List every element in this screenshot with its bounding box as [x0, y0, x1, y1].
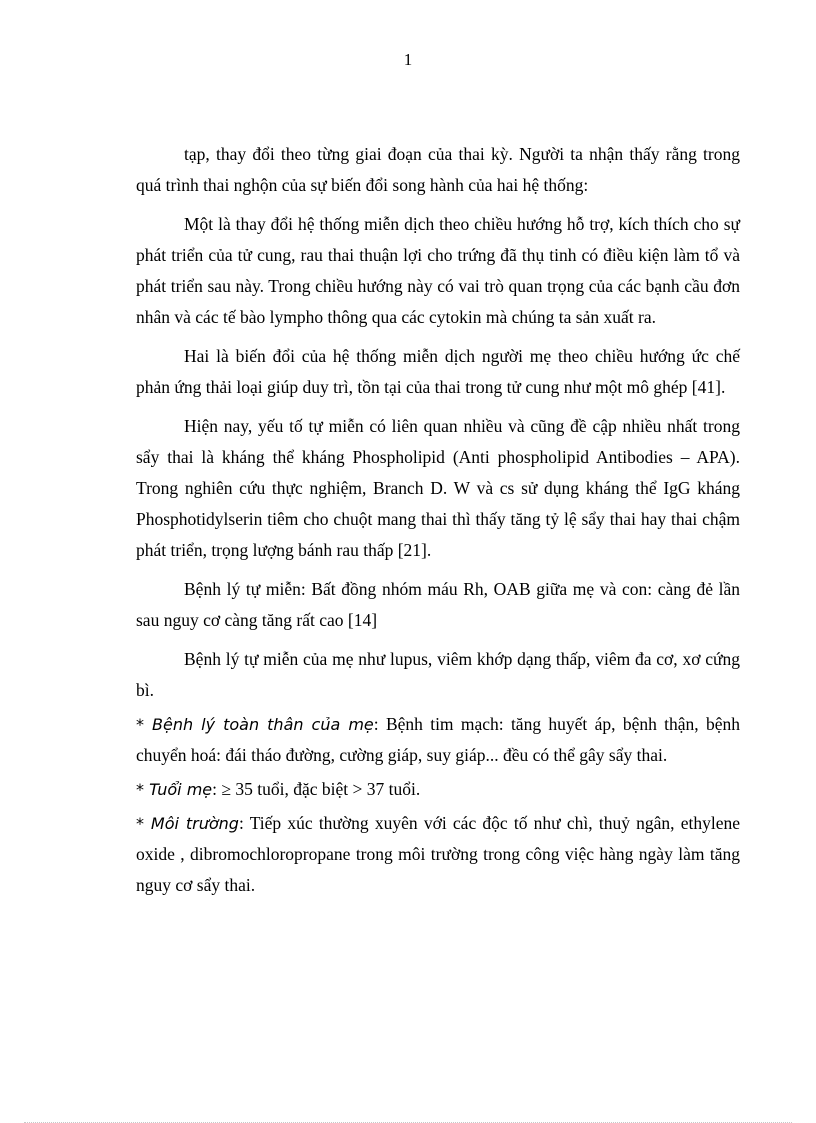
- paragraph-6: Bệnh lý tự miễn của mẹ như lupus, viêm khớp dạng thấp, viêm đa cơ, xơ cứng bì.: [136, 649, 740, 700]
- page-number: 1: [403, 50, 413, 69]
- systemic-disease-heading: * Bệnh lý toàn thân của mẹ: [136, 715, 374, 734]
- paragraph-4: Hiện nay, yếu tố tự miễn có liên quan nhiều và cũng đề cập nhiều nhất trong sẩy thai là kháng thể kháng Phospholipid (Anti phospholipid Antibodies – APA). Trong nghiên cứu thực nghiệm, Branch D. W và cs sử dụng kháng thể IgG kháng Phosphotidylserin tiêm cho chuột mang thai thì thấy tăng tỷ lệ sẩy thai hay thai chậm phát triển, trọng lượng bánh rau thấp [21].: [136, 416, 740, 560]
- maternal-age-text: : ≥ 35 tuổi, đặc biệt > 37 tuổi.: [212, 779, 421, 799]
- body-text: [136, 139, 740, 901]
- paragraph-environment: [136, 808, 740, 901]
- paragraph-maternal-age: [136, 774, 740, 805]
- paragraph-5: Bệnh lý tự miễn: Bất đồng nhóm máu Rh, OAB giữa mẹ và con: càng đẻ lần sau nguy cơ càng tăng rất cao [14]: [136, 579, 740, 630]
- paragraph-2: Một là thay đổi hệ thống miễn dịch theo chiều hướng hỗ trợ, kích thích cho sự phát triển của tử cung, rau thai thuận lợi cho trứng đã thụ tinh có điều kiện làm tổ và phát triển sau này. Trong chiều hướng này có vai trò quan trọng của các bạnh cầu đơn nhân và các tế bào lympho thông qua các cytokin mà chúng ta sản xuất ra.: [136, 214, 740, 327]
- paragraph-3: Hai là biến đổi của hệ thống miễn dịch người mẹ theo chiều hướng ức chế phản ứng thải loại giúp duy trì, tồn tại của thai trong tử cung như một mô ghép [41].: [136, 346, 740, 397]
- environment-heading: * Môi trường: [136, 814, 239, 833]
- systemic-disease-text: : Bệnh tim mạch: tăng huyết áp, bệnh thận, bệnh chuyển hoá: đái tháo đường, cường giáp, suy giáp... đều có thể gây sẩy thai.: [136, 714, 740, 765]
- environment-text: : Tiếp xúc thường xuyên với các độc tố như chì, thuỷ ngân, ethylene oxide , dibromochloropropane trong môi trường trong công việc hàng ngày làm tăng nguy cơ sẩy thai.: [136, 813, 741, 895]
- paragraph-1: tạp, thay đổi theo từng giai đoạn của thai kỳ. Người ta nhận thấy rằng trong quá trình thai nghộn của sự biến đổi song hành của hai hệ thống:: [136, 144, 740, 195]
- paragraph-systemic-disease: [136, 709, 740, 771]
- maternal-age-heading: * Tuổi mẹ: [136, 780, 213, 799]
